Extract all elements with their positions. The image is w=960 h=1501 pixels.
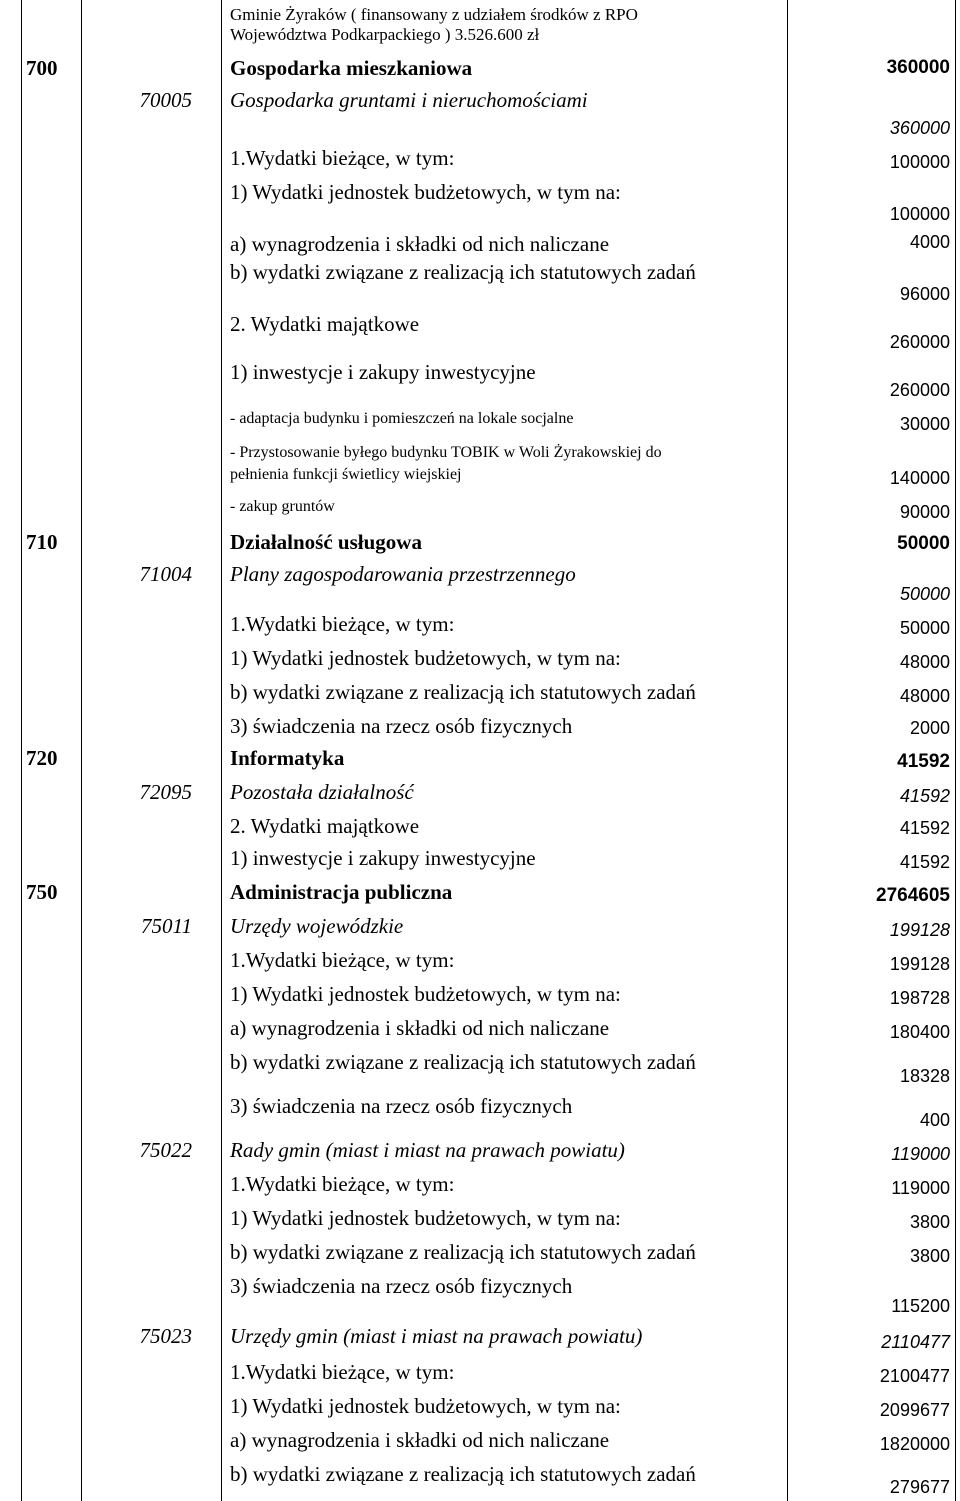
section-cell: [22, 526, 80, 558]
table-row: [0, 944, 960, 978]
section-cell: [22, 84, 80, 142]
row-description: Urzędy gmin (miast i miast na prawach powiatu): [230, 1324, 643, 1348]
amount-cell: [786, 978, 954, 1012]
description-cell: [228, 910, 788, 944]
row-description: 1.Wydatki bieżące, w tym:: [230, 1172, 455, 1196]
table-row: [0, 1270, 960, 1320]
amount-cell: [786, 526, 954, 558]
section-cell: [22, 404, 80, 438]
section-cell: [22, 438, 80, 492]
description-cell: [228, 944, 788, 978]
chapter-cell: [82, 944, 220, 978]
chapter-cell: [82, 1270, 220, 1320]
section-code: 700: [26, 56, 58, 80]
row-amount: 360000: [889, 118, 950, 138]
section-cell: [22, 1320, 80, 1356]
section-cell: [22, 742, 80, 776]
amount-cell: [786, 84, 954, 142]
row-description: Rady gmin (miast i miast na prawach powiatu): [230, 1138, 625, 1162]
section-cell: [22, 642, 80, 676]
table-row: [0, 1046, 960, 1090]
amount-cell: [786, 1356, 954, 1390]
chapter-code: 75011: [141, 914, 192, 938]
section-cell: [22, 1012, 80, 1046]
row-description: 1) Wydatki jednostek budżetowych, w tym na:: [230, 982, 621, 1006]
table-row: [0, 910, 960, 944]
table-row: [0, 84, 960, 142]
table-row: [0, 608, 960, 642]
chapter-cell: [82, 558, 220, 608]
amount-cell: [786, 1270, 954, 1320]
row-amount: 2000: [909, 718, 950, 738]
description-cell: [228, 1046, 788, 1090]
description-cell: [228, 642, 788, 676]
chapter-cell: [82, 1134, 220, 1168]
chapter-cell: [82, 176, 220, 228]
section-cell: [22, 710, 80, 742]
section-cell: [22, 558, 80, 608]
section-cell: [22, 1390, 80, 1424]
amount-cell: [786, 810, 954, 842]
section-cell: [22, 1236, 80, 1270]
chapter-code: 72095: [139, 780, 192, 804]
row-amount: 140000: [889, 468, 950, 488]
table-row: [0, 842, 960, 876]
row-amount: 198728: [889, 988, 950, 1008]
table-row: [0, 1202, 960, 1236]
row-description: a) wynagrodzenia i składki od nich naliczane: [230, 232, 610, 256]
chapter-cell: [82, 52, 220, 82]
chapter-cell: [82, 492, 220, 526]
description-cell: [228, 776, 788, 810]
table-row: [0, 978, 960, 1012]
table-row: [0, 876, 960, 910]
chapter-code: 75022: [139, 1138, 192, 1162]
description-cell: [228, 84, 788, 142]
section-cell: [22, 1134, 80, 1168]
table-row: [0, 558, 960, 608]
row-description: Pozostała działalność: [230, 780, 414, 804]
table-row: [0, 526, 960, 558]
amount-cell: [786, 438, 954, 492]
chapter-cell: [82, 84, 220, 142]
description-cell: [228, 1090, 788, 1134]
description-cell: [228, 810, 788, 842]
chapter-cell: [82, 910, 220, 944]
amount-cell: [786, 876, 954, 910]
row-amount: 2099677: [879, 1400, 950, 1420]
section-cell: [22, 1270, 80, 1320]
amount-cell: [786, 1236, 954, 1270]
row-amount: 30000: [899, 414, 950, 434]
row-description: b) wydatki związane z realizacją ich statutowych zadań: [230, 1050, 696, 1074]
section-cell: [22, 228, 80, 256]
row-description: Plany zagospodarowania przestrzennego: [230, 562, 576, 586]
row-description: a) wynagrodzenia i składki od nich naliczane: [230, 1016, 610, 1040]
chapter-cell: [82, 710, 220, 742]
section-cell: [22, 1090, 80, 1134]
column-divider: [21, 0, 22, 1501]
chapter-cell: [82, 642, 220, 676]
description-cell: [228, 256, 788, 308]
description-cell: [228, 492, 788, 526]
column-divider: [955, 0, 956, 1501]
chapter-cell: [82, 356, 220, 404]
row-amount: 2764605: [876, 885, 950, 906]
row-description: 1) Wydatki jednostek budżetowych, w tym na:: [230, 1394, 621, 1418]
chapter-cell: [82, 308, 220, 356]
row-amount: 90000: [899, 502, 950, 522]
section-cell: [22, 876, 80, 910]
row-description: 3) świadczenia na rzecz osób fizycznych: [230, 1274, 573, 1298]
description-cell: [228, 1134, 788, 1168]
description-cell: [228, 526, 788, 558]
amount-cell: [786, 776, 954, 810]
description-cell: [228, 438, 788, 492]
row-description: 1.Wydatki bieżące, w tym:: [230, 948, 455, 972]
description-cell: [228, 978, 788, 1012]
table-row: [0, 438, 960, 492]
amount-cell: [786, 404, 954, 438]
chapter-cell: [82, 1320, 220, 1356]
row-description: 1) inwestycje i zakupy inwestycyjne: [230, 846, 536, 870]
row-description: 2. Wydatki majątkowe: [230, 814, 420, 838]
column-divider: [787, 0, 788, 1501]
row-description: Gospodarka mieszkaniowa: [230, 56, 473, 80]
section-cell: [22, 1202, 80, 1236]
row-amount: 199128: [889, 954, 950, 974]
row-amount: 4000: [909, 232, 950, 252]
row-amount: 400: [919, 1110, 950, 1130]
table-row: [0, 642, 960, 676]
section-cell: [22, 176, 80, 228]
description-cell: [228, 1356, 788, 1390]
column-divider: [81, 0, 82, 1501]
description-cell: [228, 1236, 788, 1270]
section-cell: [22, 1424, 80, 1458]
row-amount: 260000: [889, 380, 950, 400]
amount-cell: [786, 52, 954, 82]
row-description: - zakup gruntów: [230, 498, 335, 515]
description-cell: [228, 710, 788, 742]
row-amount: 1820000: [879, 1434, 950, 1454]
table-row: [0, 356, 960, 404]
description-cell: [228, 142, 788, 176]
row-description: b) wydatki związane z realizacją ich statutowych zadań: [230, 260, 696, 284]
chapter-cell: [82, 810, 220, 842]
amount-cell: [786, 676, 954, 710]
chapter-cell: [82, 1090, 220, 1134]
section-cell: [22, 776, 80, 810]
section-cell: [22, 608, 80, 642]
row-description: 1) Wydatki jednostek budżetowych, w tym na:: [230, 646, 621, 670]
row-amount: 3800: [909, 1212, 950, 1232]
section-cell: [22, 492, 80, 526]
row-amount: 2110477: [881, 1332, 950, 1352]
chapter-cell: [82, 676, 220, 710]
chapter-cell: [82, 1168, 220, 1202]
row-amount: 48000: [899, 652, 950, 672]
section-cell: [22, 356, 80, 404]
amount-cell: [786, 1424, 954, 1458]
amount-cell: [786, 642, 954, 676]
section-cell: [22, 810, 80, 842]
section-cell: [22, 1168, 80, 1202]
header-note-line2: Województwa Podkarpackiego ) 3.526.600 zł: [230, 25, 540, 44]
description-cell: [228, 608, 788, 642]
amount-cell: [786, 1012, 954, 1046]
table-row: [0, 742, 960, 776]
description-cell: [228, 228, 788, 256]
table-row: [0, 308, 960, 356]
description-cell: [228, 742, 788, 776]
description-cell: [228, 356, 788, 404]
row-description: Informatyka: [230, 746, 345, 770]
amount-cell: [786, 1458, 954, 1501]
description-cell: [228, 52, 788, 82]
header-note-cell: [228, 0, 788, 52]
row-amount: 48000: [899, 686, 950, 706]
amount-cell: [786, 910, 954, 944]
row-description: Urzędy wojewódzkie: [230, 914, 404, 938]
row-description: 3) świadczenia na rzecz osób fizycznych: [230, 1094, 573, 1118]
table-row: [0, 810, 960, 842]
row-description: a) wynagrodzenia i składki od nich naliczane: [230, 1428, 610, 1452]
table-row: [0, 492, 960, 526]
chapter-cell: [82, 876, 220, 910]
row-amount: 119000: [891, 1178, 950, 1198]
section-cell: [22, 1458, 80, 1501]
row-description: - adaptacja budynku i pomieszczeń na lokale socjalne: [230, 410, 574, 427]
chapter-cell: [82, 1046, 220, 1090]
table-row: [0, 1390, 960, 1424]
row-description: Administracja publiczna: [230, 880, 453, 904]
row-amount: 2100477: [879, 1366, 950, 1386]
row-description: 1) Wydatki jednostek budżetowych, w tym na:: [230, 1206, 621, 1230]
row-amount: 41592: [899, 852, 950, 872]
description-cell: [228, 176, 788, 228]
chapter-code: 70005: [139, 88, 192, 112]
amount-cell: [786, 842, 954, 876]
row-description: 1) inwestycje i zakupy inwestycyjne: [230, 360, 536, 384]
row-amount: 18328: [899, 1066, 950, 1086]
amount-cell: [786, 228, 954, 256]
description-cell: [228, 1012, 788, 1046]
row-amount: 41592: [899, 786, 950, 806]
row-amount: 100000: [889, 152, 950, 172]
section-code: 710: [26, 530, 58, 554]
description-cell: [228, 1202, 788, 1236]
chapter-cell: [82, 1390, 220, 1424]
section-cell: [22, 676, 80, 710]
table-row: [0, 1012, 960, 1046]
description-cell: [228, 1458, 788, 1501]
description-cell: [228, 1424, 788, 1458]
row-amount: 180400: [889, 1022, 950, 1042]
row-amount: 50000: [897, 533, 950, 554]
row-amount: 279677: [889, 1477, 950, 1497]
row-description-line2: pełnienia funkcji świetlicy wiejskiej: [230, 466, 462, 483]
row-amount: 260000: [889, 332, 950, 352]
amount-cell: [786, 1090, 954, 1134]
description-cell: [228, 876, 788, 910]
amount-cell: [786, 492, 954, 526]
chapter-cell: [82, 1424, 220, 1458]
description-cell: [228, 1320, 788, 1356]
header-note-row: [0, 0, 960, 52]
amount-cell: [786, 1320, 954, 1356]
table-row: [0, 676, 960, 710]
row-description: Działalność usługowa: [230, 530, 422, 554]
header-note-line1: Gminie Żyraków ( finansowany z udziałem środków z RPO: [230, 5, 638, 24]
chapter-cell: [82, 1356, 220, 1390]
chapter-code: 71004: [139, 562, 192, 586]
row-amount: 199128: [889, 920, 950, 940]
chapter-cell: [82, 438, 220, 492]
row-description: b) wydatki związane z realizacją ich statutowych zadań: [230, 1462, 696, 1486]
row-description: 3) świadczenia na rzecz osób fizycznych: [230, 714, 573, 738]
chapter-cell: [82, 1012, 220, 1046]
row-amount: 100000: [889, 204, 950, 224]
description-cell: [228, 308, 788, 356]
section-code: 750: [26, 880, 58, 904]
table-row: [0, 228, 960, 256]
amount-cell: [786, 256, 954, 308]
section-cell: [22, 256, 80, 308]
description-cell: [228, 842, 788, 876]
row-description: 1.Wydatki bieżące, w tym:: [230, 146, 455, 170]
description-cell: [228, 558, 788, 608]
section-cell: [22, 308, 80, 356]
section-cell: [22, 1356, 80, 1390]
description-cell: [228, 1390, 788, 1424]
table-row: [0, 142, 960, 176]
chapter-cell: [82, 842, 220, 876]
amount-cell: [786, 176, 954, 228]
amount-cell: [786, 1134, 954, 1168]
amount-cell: [786, 742, 954, 776]
amount-cell: [786, 1046, 954, 1090]
row-amount: 50000: [899, 618, 950, 638]
amount-cell: [786, 710, 954, 742]
description-cell: [228, 1168, 788, 1202]
amount-cell: [786, 558, 954, 608]
table-row: [0, 776, 960, 810]
chapter-cell: [82, 742, 220, 776]
chapter-cell: [82, 608, 220, 642]
amount-cell: [786, 356, 954, 404]
section-cell: [22, 842, 80, 876]
table-row: [0, 1320, 960, 1356]
description-cell: [228, 676, 788, 710]
chapter-cell: [82, 776, 220, 810]
section-code: 720: [26, 746, 58, 770]
row-description: b) wydatki związane z realizacją ich statutowych zadań: [230, 680, 696, 704]
row-amount: 115200: [891, 1296, 950, 1316]
section-cell: [22, 1046, 80, 1090]
row-amount: 41592: [899, 818, 950, 838]
row-amount: 3800: [909, 1246, 950, 1266]
table-row: [0, 176, 960, 228]
row-description: Gospodarka gruntami i nieruchomościami: [230, 88, 588, 112]
table-row: [0, 710, 960, 742]
amount-cell: [786, 142, 954, 176]
amount-cell: [786, 308, 954, 356]
row-amount: 360000: [886, 57, 950, 78]
section-cell: [22, 52, 80, 82]
chapter-cell: [82, 526, 220, 558]
amount-cell: [786, 944, 954, 978]
table-row: [0, 404, 960, 438]
row-amount: 96000: [899, 284, 950, 304]
chapter-cell: [82, 142, 220, 176]
row-amount: 41592: [897, 751, 950, 772]
amount-cell: [786, 1168, 954, 1202]
table-row: [0, 256, 960, 308]
chapter-cell: [82, 228, 220, 256]
section-cell: [22, 978, 80, 1012]
chapter-cell: [82, 1202, 220, 1236]
table-row: [0, 1458, 960, 1501]
row-amount: 50000: [899, 584, 950, 604]
chapter-cell: [82, 978, 220, 1012]
amount-cell: [786, 1390, 954, 1424]
amount-cell: [786, 1202, 954, 1236]
description-cell: [228, 404, 788, 438]
table-row: [0, 1134, 960, 1168]
description-cell: [228, 1270, 788, 1320]
table-row: [0, 1424, 960, 1458]
table-row: [0, 52, 960, 82]
table-row: [0, 1090, 960, 1134]
row-description: b) wydatki związane z realizacją ich statutowych zadań: [230, 1240, 696, 1264]
chapter-code: 75023: [139, 1324, 192, 1348]
chapter-cell: [82, 404, 220, 438]
table-row: [0, 1168, 960, 1202]
chapter-cell: [82, 256, 220, 308]
row-description: 2. Wydatki majątkowe: [230, 312, 420, 336]
chapter-cell: [82, 1458, 220, 1501]
row-amount: 119000: [891, 1144, 950, 1164]
row-description: - Przystosowanie byłego budynku TOBIK w Woli Żyrakowskiej do: [230, 444, 662, 461]
section-cell: [22, 142, 80, 176]
table-row: [0, 1356, 960, 1390]
amount-cell: [786, 608, 954, 642]
row-description: 1.Wydatki bieżące, w tym:: [230, 612, 455, 636]
section-cell: [22, 910, 80, 944]
column-divider: [221, 0, 222, 1501]
chapter-cell: [82, 1236, 220, 1270]
table-row: [0, 1236, 960, 1270]
section-cell: [22, 944, 80, 978]
row-description: 1.Wydatki bieżące, w tym:: [230, 1360, 455, 1384]
row-description: 1) Wydatki jednostek budżetowych, w tym na:: [230, 180, 621, 204]
